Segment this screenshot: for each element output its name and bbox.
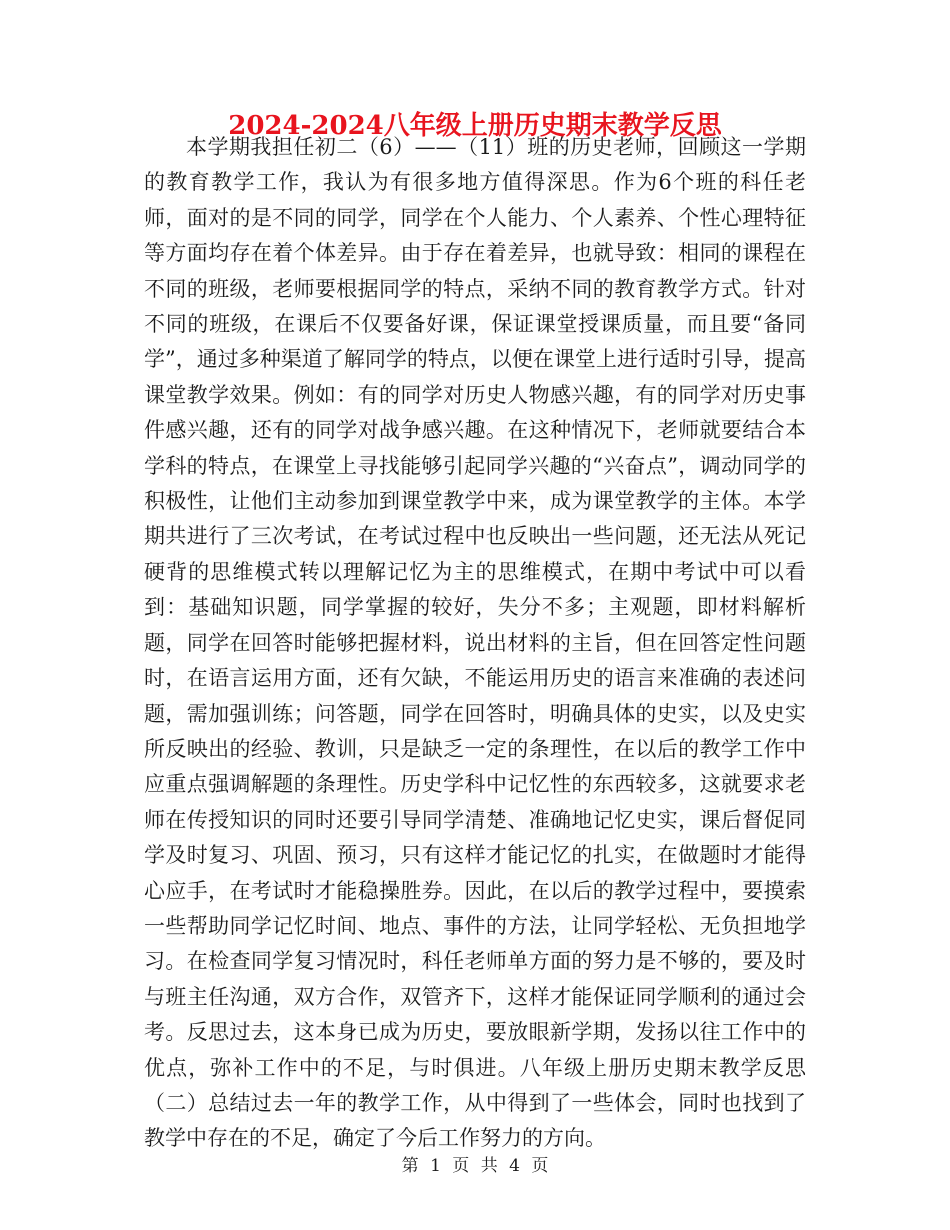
document-title: 2024-2024八年级上册历史期末教学反思: [228, 111, 722, 141]
page-footer: 第 1 页 共 4 页: [401, 1156, 549, 1176]
document-body-paragraph: 本学期我担任初二（6）——（11）班的历史老师，回顾这一学期的教育教学工作，我认为有很多地方值得深思。作为6个班的科任老师，面对的是不同的同学，同学在个人能力、个人素养、个性心理特征等方面均存在着个体差异。由于存在着差异，也就导致：相同的课程在不同的班级，老师要根据同学的特点，采纳不同的教育教学方式。针对不同的班级，在课后不仅要备好课，保证课堂授课质量，而且要“备同学”，通过多种渠道了解同学的特点，以便在课堂上进行适时引导，提高课堂教学效果。例如：有的同学对历史人物感兴趣，有的同学对历史事件感兴趣，还有的同学对战争感兴趣。在这种情况下，老师就要结合本学科的特点，在课堂上寻找能够引起同学兴趣的“兴奋点”，调动同学的积极性，让他们主动参加到课堂教学中来，成为课堂教学的主体。本学期共进行了三次考试，在考试过程中也反映出一些问题，还无法从死记硬背的思维模式转以理解记忆为主的思维模式，在期中考试中可以看到：基础知识题，同学掌握的较好，失分不多；主观题，即材料解析题，同学在回答时能够把握材料，说出材料的主旨，但在回答定性问题时，在语言运用方面，还有欠缺，不能运用历史的语言来准确的表述问题，需加强训练；问答题，同学在回答时，明确具体的史实，以及史实所反映出的经验、教训，只是缺乏一定的条理性，在以后的教学工作中应重点强调解题的条理性。历史学科中记忆性的东西较多，这就要求老师在传授知识的同时还要引导同学清楚、准确地记忆史实，课后督促同学及时复习、巩固、预习，只有这样才能记忆的扎实，在做题时才能得心应手，在考试时才能稳操胜券。因此，在以后的教学过程中，要摸索一些帮助同学记忆时间、地点、事件的方法，让同学轻松、无负担地学习。在检查同学复习情况时，科任老师单方面的努力是不够的，要及时与班主任沟通，双方合作，双管齐下，这样才能保证同学顺利的通过会考。反思过去，这本身已成为历史，要放眼新学期，发扬以往工作中的优点，弥补工作中的不足，与时俱进。八年级上册历史期末教学反思（二）总结过去一年的教学工作，从中得到了一些体会，同时也找到了教学中存在的不足，确定了今后工作努力的方向。: [144, 135, 806, 1151]
